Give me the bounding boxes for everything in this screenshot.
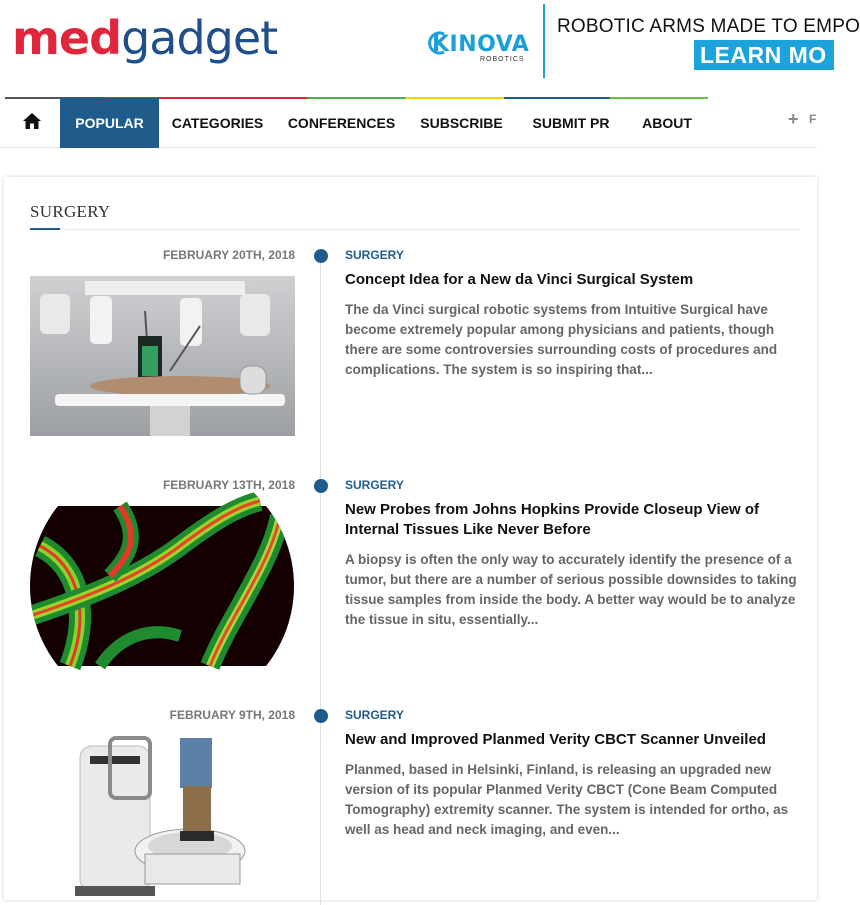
logo-med: med <box>12 11 122 65</box>
ad-learn-more-button[interactable]: LEARN MO <box>694 40 834 70</box>
nav-more-icon[interactable]: + <box>788 109 799 129</box>
post-category[interactable]: SURGERY <box>345 248 404 262</box>
post-date: FEBRUARY 9TH, 2018 <box>169 708 295 722</box>
tissue-probe-image <box>30 506 295 666</box>
section-title: SURGERY <box>30 202 111 221</box>
main-nav <box>0 97 817 148</box>
post-category[interactable]: SURGERY <box>345 708 404 722</box>
home-icon[interactable] <box>22 111 42 131</box>
banner-ad[interactable] <box>430 4 860 78</box>
nav-conferences[interactable]: CONFERENCES <box>287 115 396 131</box>
nav-subscribe[interactable]: SUBSCRIBE <box>420 115 503 131</box>
timeline-dot <box>314 709 328 723</box>
timeline-line <box>320 255 321 905</box>
post-excerpt: A biopsy is often the only way to accurately identify the presence of a tumor, but there are a number of serious possible downsides to taking tissue samples from inside the body. A better way would be to analyze the tissue in situ, essentially... <box>345 552 797 627</box>
post-thumbnail[interactable] <box>30 506 295 666</box>
post-title[interactable]: Concept Idea for a New da Vinci Surgical System <box>345 271 694 288</box>
nav-popular[interactable]: POPULAR <box>60 98 159 148</box>
post-date: FEBRUARY 13TH, 2018 <box>162 478 295 492</box>
logo-gadget: gadget <box>121 11 278 65</box>
post-excerpt: The da Vinci surgical robotic systems from Intuitive Surgical have become extremely popular among physicians and patients, though there are some controversies surrounding costs of procedures and complications. The system is so inspiring that... <box>345 302 778 377</box>
nav-submit-pr[interactable]: SUBMIT PR <box>532 115 610 131</box>
site-logo[interactable] <box>12 10 277 66</box>
timeline-dot <box>314 479 328 493</box>
post-title[interactable]: New Probes from Johns Hopkins Provide Closeup View of Internal Tissues Like Never Before <box>345 501 759 538</box>
ad-headline: ROBOTIC ARMS MADE TO EMPO <box>557 16 860 37</box>
post-excerpt: Planmed, based in Helsinki, Finland, is releasing an upgraded new version of its popular Planmed Verity CBCT (Cone Beam Computed Tomography) extremity scanner. The system is intended for ortho, as well as head and neck imaging, and even... <box>345 762 789 837</box>
post-thumbnail[interactable] <box>30 736 295 896</box>
section-divider <box>30 229 800 230</box>
post-title[interactable]: New and Improved Planmed Verity CBCT Scanner Unveiled <box>345 731 766 748</box>
ad-brand: KINOVA <box>432 32 530 57</box>
cbct-scanner-image <box>30 736 295 896</box>
nav-overflow-label[interactable]: F <box>809 112 817 126</box>
content-panel <box>4 177 817 900</box>
surgical-robot-image <box>30 276 295 436</box>
site-header <box>0 0 860 97</box>
timeline-dot <box>314 249 328 263</box>
post-thumbnail[interactable] <box>30 276 295 436</box>
nav-about[interactable]: ABOUT <box>642 115 692 131</box>
ad-brand-sub: ROBOTICS <box>480 56 525 63</box>
post-date: FEBRUARY 20TH, 2018 <box>162 248 295 262</box>
nav-categories[interactable]: CATEGORIES <box>171 115 264 131</box>
section-divider-accent <box>30 228 60 230</box>
post-category[interactable]: SURGERY <box>345 478 404 492</box>
ad-divider <box>543 4 545 78</box>
